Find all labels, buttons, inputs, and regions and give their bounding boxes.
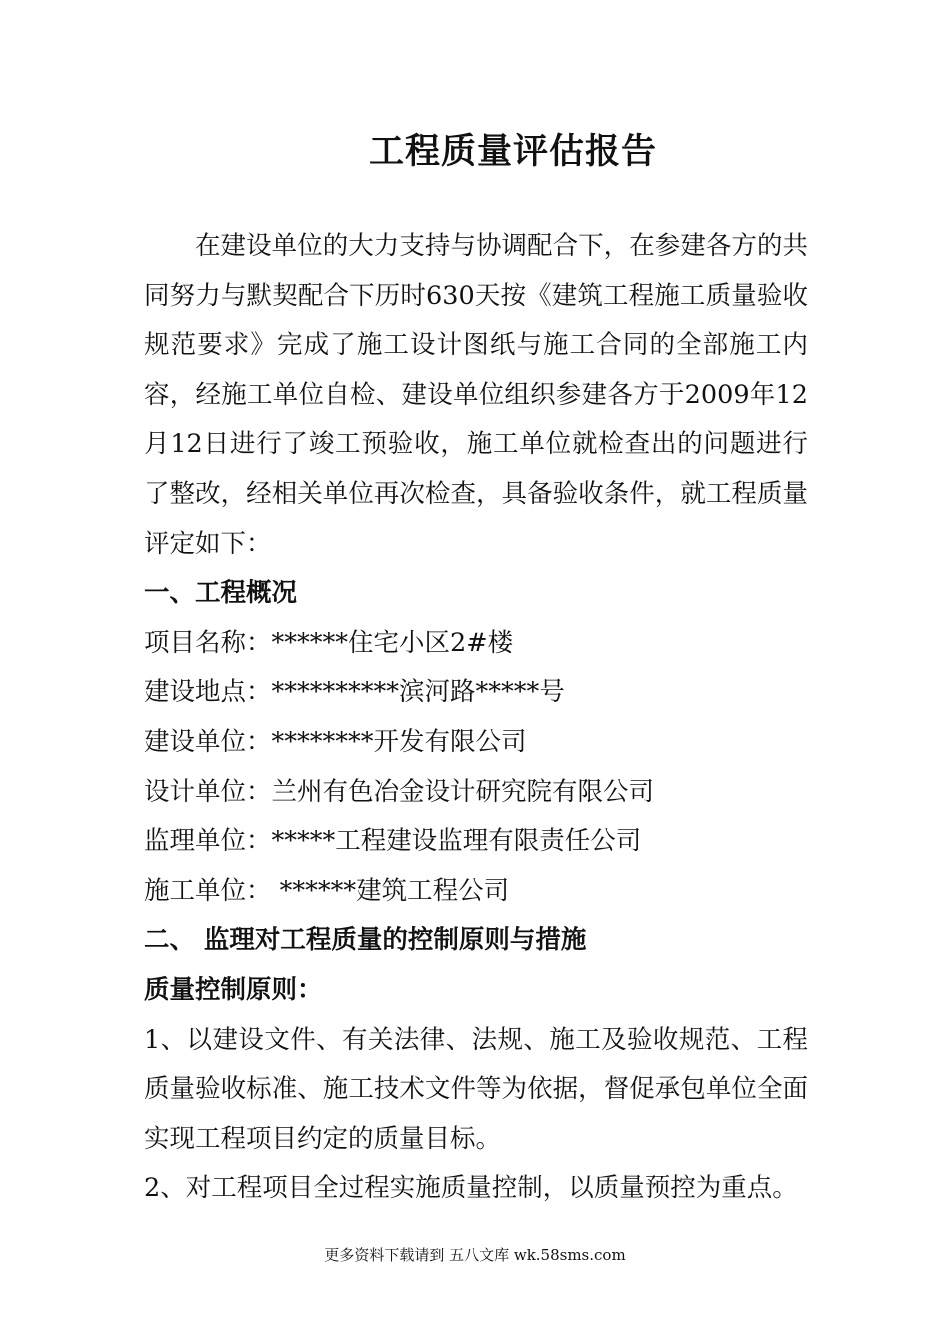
contractor-line: 施工单位： ******建筑工程公司: [144, 875, 510, 906]
project-name-line: 项目名称：******住宅小区2#楼: [144, 627, 514, 658]
section-heading-quality-control: 二、 监理对工程质量的控制原则与措施: [144, 925, 587, 956]
document-title: 工程质量评估报告: [368, 131, 657, 172]
principle-item-2: 2、对工程项目全过程实施质量控制，以质量预控为重点。: [144, 1173, 798, 1204]
location-line: 建设地点：**********滨河路*****号: [144, 677, 565, 708]
section-heading-overview: 一、工程概况: [144, 578, 298, 609]
designer-line: 设计单位：兰州有色冶金设计研究院有限公司: [144, 776, 655, 807]
intro-paragraph: 在建设单位的大力支持与协调配合下，在参建各方的共同努力与默契配合下历时630天按《建筑工程施工质量验收规范要求》完成了施工设计图纸与施工合同的全部施工内容，经施工单位自检、建设单位组织参建各方于2009年12月12日进行了竣工预验收，施工单位就检查出的问题进行了整改，经相关单位再次检查，具备验收条件，就工程质量评定如下：: [144, 231, 808, 559]
developer-line: 建设单位：********开发有限公司: [144, 726, 527, 757]
footer-text: 更多资料下载请到 五八文库 wk.58sms.com: [324, 1246, 626, 1264]
subheading-quality-principles: 质量控制原则：: [144, 974, 323, 1005]
document-body: [144, 222, 808, 1214]
principle-item-1: 1、以建设文件、有关法律、法规、施工及验收规范、工程质量验收标准、施工技术文件等为依据，督促承包单位全面实现工程项目约定的质量目标。: [144, 1024, 808, 1154]
supervisor-line: 监理单位：*****工程建设监理有限责任公司: [144, 826, 642, 857]
